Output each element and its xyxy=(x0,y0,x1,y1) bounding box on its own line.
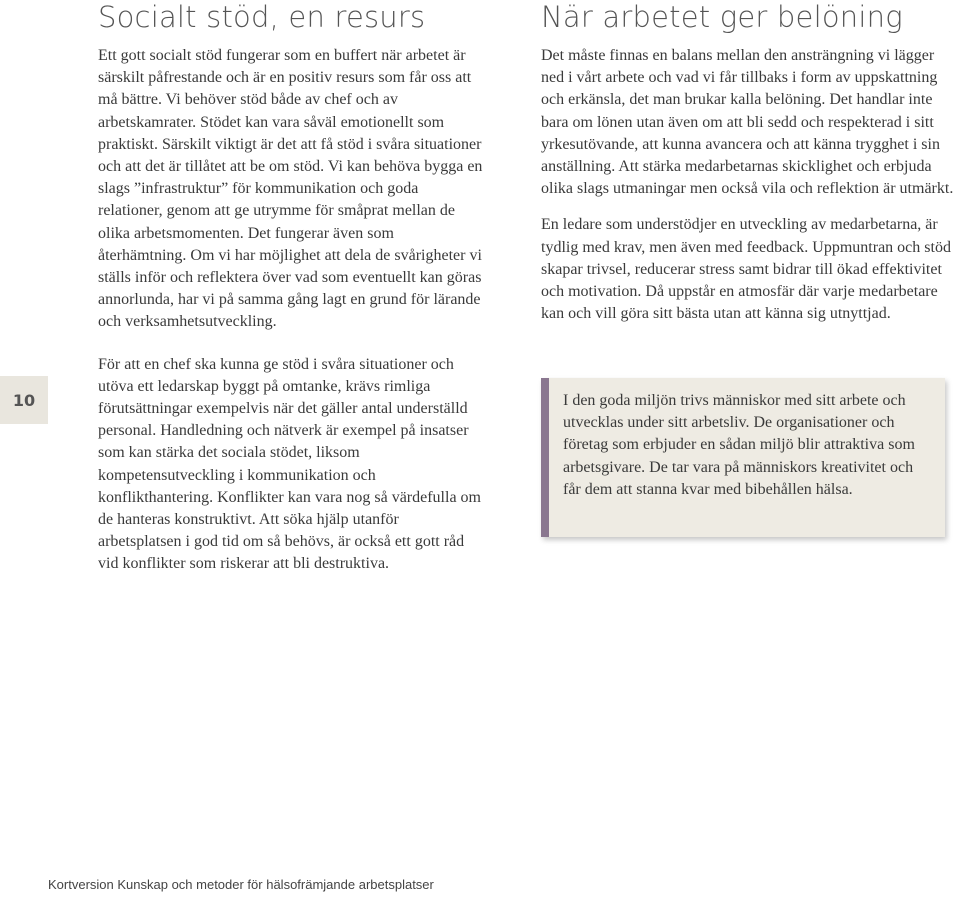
footer-text: Kortversion Kunskap och metoder för hälsofrämjande arbetsplatser xyxy=(48,877,434,892)
left-column xyxy=(98,0,483,576)
callout-text: I den goda miljön trivs människor med sitt arbete och utvecklas under sitt arbetsliv. De organisationer och företag som erbjuder en sådan miljö blir attraktiva som arbetsgivare. De tar vara på människors kreativitet och får dem att stanna kvar med bibehållen hälsa. xyxy=(563,392,915,498)
page-number: 10 xyxy=(0,376,48,424)
section-title-reward: När arbetet ger belöning xyxy=(541,0,903,34)
paragraph: Det måste finnas en balans mellan den ansträngning vi lägger ned i vårt arbete och vad vi får tillbaks i form av uppskattning och erkänsla, det man brukar kalla belöning. Det handlar inte bara om lönen utan även om att bli sedd och respekterad i sitt yrkesutövande, att kunna avancera och att känna trygghet i sin anställning. Att stärka medarbetarnas skicklighet och erbjuda olika slags utmaningar men också vila och reflektion är utmärkt. xyxy=(541,47,954,198)
callout-accent-bar xyxy=(541,378,549,537)
paragraph: En ledare som understödjer en utveckling av medarbetarna, är tydlig med krav, men även med feedback. Uppmuntran och stöd skapar trivsel, reducerar stress samt bidrar till ökad effektivitet och motivation. Då uppstår en atmosfär där varje medarbetare kan och vill göra sitt bästa utan att känna sig utnyttjad. xyxy=(541,216,951,323)
paragraph: För att en chef ska kunna ge stöd i svåra situationer och utöva ett ledarskap byggt på omtanke, krävs rimliga förutsättningar exempelvis när det gäller antal underställd personal. Handledning och nätverk är exempel på insatser som kan stärka det sociala stödet, liksom kompetensutveckling i kommunikation och konflikthantering. Konflikter kan vara nog så värdefulla om de hanteras konstruktivt. Att söka hjälp utanför arbetsplatsen i god tid om så behövs, är också ett gott råd vid konflikter som riskerar att bli destruktiva. xyxy=(98,355,481,573)
paragraph: Ett gott socialt stöd fungerar som en buffert när arbetet är särskilt påfrestande och är en positiv resurs som får oss att må bättre. Vi behöver stöd både av chef och av arbetskamrater. Stödet kan vara såväl emotionellt som praktiskt. Särskilt viktigt är det att få stöd i svåra situationer och att det är tillåtet att be om stöd. Vi kan behöva bygga en slags ”infrastruktur” för kommunikation och goda relationer, genom att ge utrymme för småprat mellan de olika arbetsmomenten. Det fungerar även som återhämtning. Om vi har möjlighet att dela de svårigheter vi ställs inför och reflektera över vad som eventuellt kan göras annorlunda, har vi på samma gång lagt en grund för lärande och verksamhetsutveckling. xyxy=(98,47,483,331)
callout-box xyxy=(541,378,945,537)
section-title-social-support: Socialt stöd, en resurs xyxy=(98,0,426,34)
right-column xyxy=(541,0,960,325)
